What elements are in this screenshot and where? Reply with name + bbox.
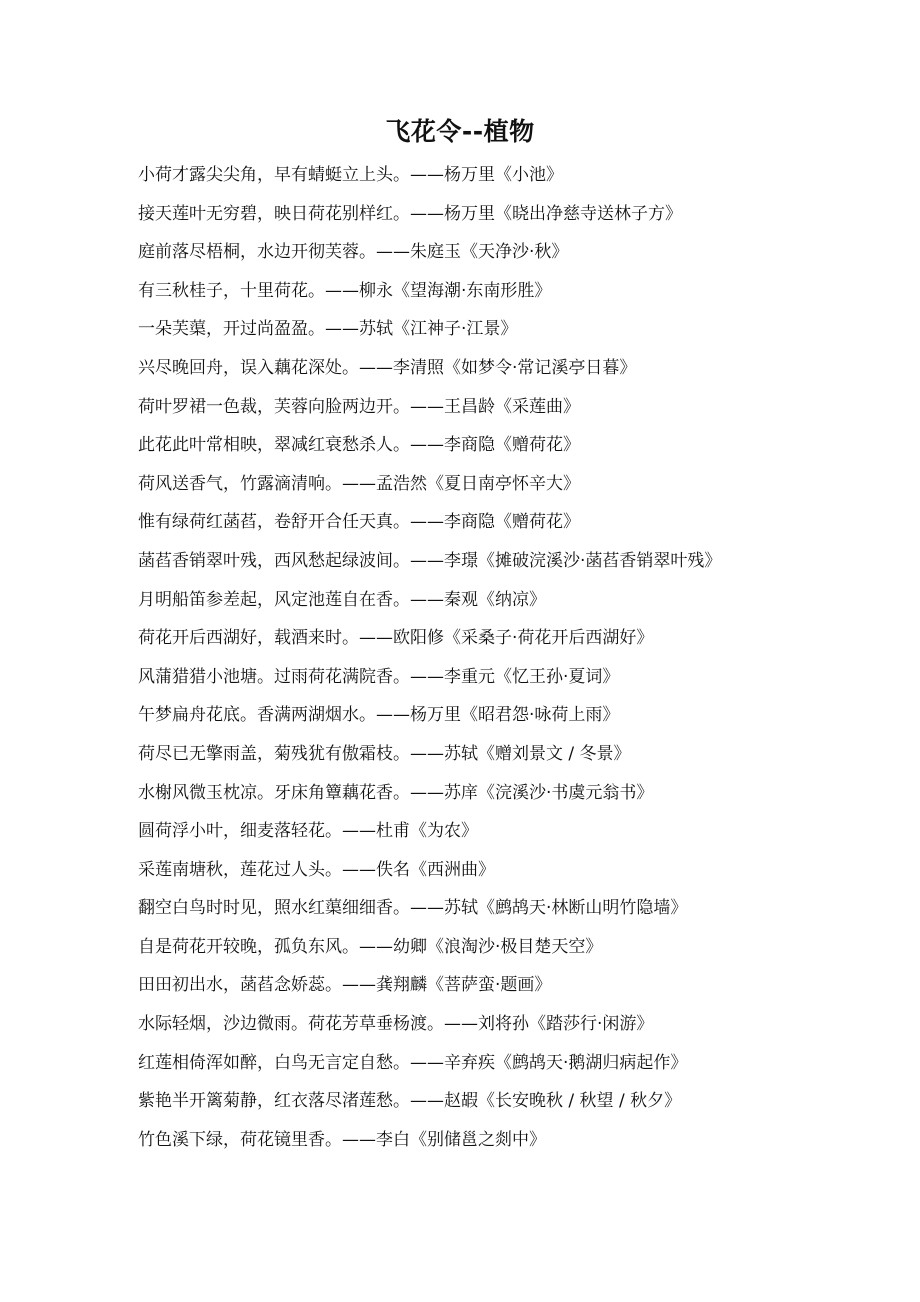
poem-line: 菡萏香销翠叶残，西风愁起绿波间。——李璟《摊破浣溪沙·菡萏香销翠叶残》 [138,550,722,571]
poem-line: 惟有绿荷红菡萏，卷舒开合任天真。——李商隐《赠荷花》 [138,512,580,533]
poem-line: 采莲南塘秋，莲花过人头。——佚名《西洲曲》 [138,859,495,880]
poem-line: 荷叶罗裙一色裁，芙蓉向脸两边开。——王昌龄《采莲曲》 [138,396,580,417]
poem-line: 庭前落尽梧桐，水边开彻芙蓉。——朱庭玉《天净沙·秋》 [138,242,569,263]
poem-line: 红莲相倚浑如醉，白鸟无言定自愁。——辛弃疾《鹧鸪天·鹅湖归病起作》 [138,1052,688,1073]
poem-line: 此花此叶常相映，翠减红衰愁杀人。——李商隐《赠荷花》 [138,435,580,456]
poem-line: 水榭风微玉枕凉。牙床角簟藕花香。——苏庠《浣溪沙·书虞元翁书》 [138,782,654,803]
poem-line: 荷花开后西湖好，载酒来时。——欧阳修《采桑子·荷花开后西湖好》 [138,628,654,649]
poem-line: 荷风送香气，竹露滴清响。——孟浩然《夏日南亭怀辛大》 [138,473,580,494]
poem-line: 兴尽晚回舟，误入藕花深处。——李清照《如梦令·常记溪亭日暮》 [138,357,637,378]
poem-line: 风蒲猎猎小池塘。过雨荷花满院香。——李重元《忆王孙·夏词》 [138,666,620,687]
poem-line: 翻空白鸟时时见，照水红蕖细细香。——苏轼《鹧鸪天·林断山明竹隐墙》 [138,898,688,919]
poem-line: 荷尽已无擎雨盖，菊残犹有傲霜枝。——苏轼《赠刘景文 / 冬景》 [138,743,631,764]
poem-line: 有三秋桂子，十里荷花。——柳永《望海潮·东南形胜》 [138,280,552,301]
poem-line: 自是荷花开较晚，孤负东风。——幼卿《浪淘沙·极目楚天空》 [138,936,603,957]
poem-line: 一朵芙蕖，开过尚盈盈。——苏轼《江神子·江景》 [138,319,518,340]
poem-line: 午梦扁舟花底。香满两湖烟水。——杨万里《昭君怨·咏荷上雨》 [138,705,620,726]
poem-line: 圆荷浮小叶，细麦落轻花。——杜甫《为农》 [138,821,478,842]
poem-line: 水际轻烟，沙边微雨。荷花芳草垂杨渡。——刘将孙《踏莎行·闲游》 [138,1014,654,1035]
poem-line: 紫艳半开篱菊静，红衣落尽渚莲愁。——赵嘏《长安晚秋 / 秋望 / 秋夕》 [138,1091,682,1112]
poem-line: 竹色溪下绿，荷花镜里香。——李白《别储邕之剡中》 [138,1129,546,1150]
poem-line: 小荷才露尖尖角，早有蜻蜓立上头。——杨万里《小池》 [138,165,563,185]
poem-line: 田田初出水，菡萏念娇蕊。——龚翔麟《菩萨蛮·题画》 [138,975,552,996]
poem-line: 接天莲叶无穷碧，映日荷花别样红。——杨万里《晓出净慈寺送林子方》 [138,203,682,224]
poem-line: 月明船笛参差起，风定池莲自在香。——秦观《纳凉》 [138,589,546,610]
page-title: 飞花令--植物 [385,117,535,146]
poem-line-list [138,156,898,1159]
